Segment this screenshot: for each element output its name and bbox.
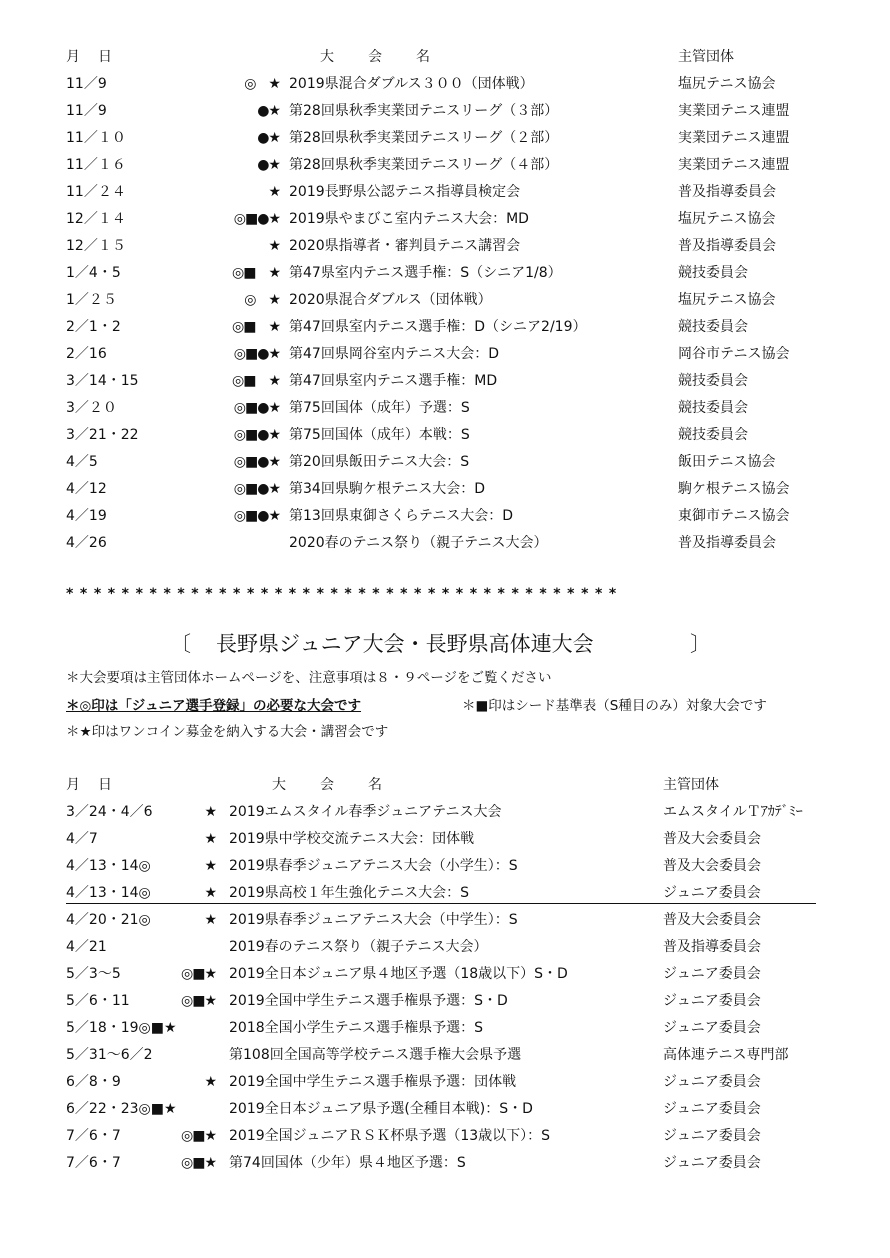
cell-mark: ◎■●★ [233,427,280,443]
table-row [0,1069,890,1095]
cell-mark: ◎■ ★ [232,319,280,335]
cell-org: 高体連テニス専門部 [663,1047,789,1063]
cell-org: ジュニア委員会 [663,1020,761,1036]
cell-org: 実業団テニス連盟 [678,130,790,146]
cell-date: 4／12 [66,481,107,497]
cell-date: 6／22・23◎■★ [66,1101,177,1117]
cell-org: 実業団テニス連盟 [678,157,790,173]
table-row [0,179,890,205]
cell-org: ジュニア委員会 [663,1074,761,1090]
note-junior-registration: ＊◎印は「ジュニア選手登録」の必要な大会です [66,698,362,714]
header-date: 月 日 [66,777,114,793]
cell-date: 5／31～6／2 [66,1047,153,1063]
cell-name: 2019全国ジュニアＲＳＫ杯県予選（13歳以下）：S [229,1128,551,1144]
cell-mark: ◎■ ★ [232,265,280,281]
cell-org: ジュニア委員会 [663,993,761,1009]
cell-name: 2019全日本ジュニア県予選(全種目本戦)：S・D [229,1101,533,1117]
cell-mark: ◎■★ [181,1128,216,1144]
cell-name: 2019県やまびこ室内テニス大会：MD [289,211,529,227]
cell-name: 2019全日本ジュニア県４地区予選（18歳以下）S・D [229,966,568,982]
cell-name: 第13回県東御さくらテニス大会：D [289,508,514,524]
cell-mark: ◎■★ [181,993,216,1009]
cell-date: 4／21 [66,939,107,955]
table-row [0,961,890,987]
cell-date: 5／18・19◎■★ [66,1020,177,1036]
cell-mark: ◎■●★ [233,481,280,497]
header-date: 月 日 [66,49,114,65]
cell-date: 11／9 [66,103,107,119]
cell-name: 第75回国体（成年）本戦：S [289,427,470,443]
cell-date: 4／13・14◎ [66,858,151,874]
table-row [0,233,890,259]
cell-date: 3／14・15 [66,373,139,389]
cell-mark: ◎ ★ [244,292,280,308]
section-divider: **************************************** [66,586,623,602]
table-row [0,422,890,448]
table-row [0,530,890,556]
cell-date: 3／２０ [66,400,117,416]
table-row [0,152,890,178]
cell-mark: ●★ [257,157,280,173]
table-row [0,71,890,97]
cell-org: 競技委員会 [678,400,748,416]
table-row [0,395,890,421]
cell-mark: ★ [204,858,216,874]
table-row [0,1150,890,1176]
header-org: 主管団体 [678,49,734,65]
table-row [0,260,890,286]
cell-date: 4／7 [66,831,98,847]
cell-mark: ★ [204,1074,216,1090]
cell-date: 11／１６ [66,157,126,173]
cell-org: ジュニア委員会 [663,1128,761,1144]
header-name: 大 会 名 [320,49,432,65]
cell-date: 4／19 [66,508,107,524]
cell-name: 2020県指導者・審判員テニス講習会 [289,238,521,254]
cell-org: 普及指導委員会 [678,238,776,254]
cell-org: ジュニア委員会 [663,885,761,901]
cell-date: 7／6・7 [66,1155,121,1171]
cell-mark: ◎ ★ [244,76,280,92]
cell-name: 2019県高校１年生強化テニス大会：S [229,885,469,901]
table-row [0,988,890,1014]
table-row [0,368,890,394]
cell-mark: ◎■●★ [233,211,280,227]
cell-date: 12／１４ [66,211,126,227]
table-row [0,314,890,340]
cell-date: 3／21・22 [66,427,139,443]
cell-date: 1／4・5 [66,265,121,281]
cell-date: 2／1・2 [66,319,121,335]
table-row [0,287,890,313]
cell-date: 2／16 [66,346,107,362]
cell-mark: ◎■★ [181,1155,216,1171]
table-row [0,206,890,232]
cell-date: 4／13・14◎ [66,885,151,901]
cell-mark: ★ [204,885,216,901]
cell-name: 第28回県秋季実業団テニスリーグ（４部） [289,157,559,173]
cell-name: 第75回国体（成年）予選：S [289,400,470,416]
cell-mark: ★ [204,831,216,847]
cell-org: 競技委員会 [678,373,748,389]
title-text: 長野県ジュニア大会・長野県高体連大会 [216,632,594,656]
cell-org: 岡谷市テニス協会 [678,346,790,362]
note-one-coin: ＊★印はワンコイン募金を納入する大会・講習会です [66,724,389,740]
table-row [0,1096,890,1122]
cell-mark: ★ [204,804,216,820]
cell-date: 11／１０ [66,130,126,146]
table1-header [0,44,890,70]
cell-org: 普及大会委員会 [663,912,761,928]
table-row [0,799,890,825]
table-row [0,98,890,124]
cell-name: 第28回県秋季実業団テニスリーグ（３部） [289,103,559,119]
cell-name: 2018全国小学生テニス選手権県予選：S [229,1020,483,1036]
cell-name: 2019エムスタイル春季ジュニアテニス大会 [229,804,502,820]
table-row [0,1042,890,1068]
cell-org: 普及指導委員会 [678,535,776,551]
cell-name: 2019全国中学生テニス選手権県予選：S・D [229,993,508,1009]
row-underline [66,903,816,904]
cell-name: 第20回県飯田テニス大会：S [289,454,470,470]
cell-mark: ◎■●★ [233,454,280,470]
cell-name: 第47回県室内テニス選手権：MD [289,373,498,389]
table-row [0,1123,890,1149]
table-row [0,476,890,502]
cell-name: 2019県中学校交流テニス大会：団体戦 [229,831,475,847]
title-bracket-close: 〕 [690,632,711,656]
title-bracket-open: 〔 [170,632,191,656]
cell-date: 12／１５ [66,238,126,254]
table-row [0,125,890,151]
cell-name: 第28回県秋季実業団テニスリーグ（２部） [289,130,559,146]
cell-org: 塩尻テニス協会 [678,211,776,227]
cell-org: 普及指導委員会 [663,939,761,955]
cell-date: 4／5 [66,454,98,470]
cell-org: 飯田テニス協会 [678,454,776,470]
cell-mark: ◎■●★ [233,400,280,416]
header-name: 大 会 名 [272,777,384,793]
cell-name: 2019長野県公認テニス指導員検定会 [289,184,521,200]
cell-org: 東御市テニス協会 [678,508,790,524]
note-seed-table: ＊■印はシード基準表（S種目のみ）対象大会です [462,698,767,714]
cell-org: エムスタイルＴｱｶﾃﾞﾐｰ [663,804,803,820]
cell-org: 駒ケ根テニス協会 [678,481,790,497]
cell-name: 第74回国体（少年）県４地区予選：S [229,1155,466,1171]
cell-date: 7／6・7 [66,1128,121,1144]
cell-date: 1／２５ [66,292,117,308]
table-row [0,907,890,933]
table-row [0,826,890,852]
cell-date: 3／24・4／6 [66,804,153,820]
cell-org: 競技委員会 [678,319,748,335]
cell-org: 塩尻テニス協会 [678,76,776,92]
cell-mark: ●★ [257,130,280,146]
cell-mark: ●★ [257,103,280,119]
cell-date: 11／２４ [66,184,126,200]
cell-org: ジュニア委員会 [663,1155,761,1171]
table2-header [0,772,890,798]
cell-date: 4／20・21◎ [66,912,151,928]
cell-org: 普及大会委員会 [663,831,761,847]
cell-org: 競技委員会 [678,427,748,443]
cell-name: 2019全国中学生テニス選手権県予選：団体戦 [229,1074,517,1090]
cell-mark: ◎■★ [181,966,216,982]
cell-org: 塩尻テニス協会 [678,292,776,308]
cell-date: 6／8・9 [66,1074,121,1090]
cell-org: 普及指導委員会 [678,184,776,200]
cell-date: 5／3～5 [66,966,121,982]
cell-name: 第47県室内テニス選手権：S（シニア1/8） [289,265,562,281]
cell-org: ジュニア委員会 [663,966,761,982]
cell-name: 2019県春季ジュニアテニス大会（中学生）：S [229,912,518,928]
cell-name: 2020県混合ダブルス（団体戦） [289,292,492,308]
cell-name: 2020春のテニス祭り（親子テニス大会） [289,535,548,551]
header-org: 主管団体 [663,777,719,793]
cell-mark: ◎■ ★ [232,373,280,389]
cell-name: 2019春のテニス祭り（親子テニス大会） [229,939,488,955]
table-row [0,341,890,367]
note-guidelines: ＊大会要項は主管団体ホームページを、注意事項は８・９ページをご覧ください [66,670,552,686]
table-row [0,853,890,879]
cell-name: 第47回県室内テニス選手権：D（シニア2/19） [289,319,587,335]
cell-date: 5／6・11 [66,993,130,1009]
cell-org: 普及大会委員会 [663,858,761,874]
cell-name: 2019県混合ダブルス３００（団体戦） [289,76,534,92]
cell-mark: ★ [204,912,216,928]
cell-name: 第47回県岡谷室内テニス大会：D [289,346,500,362]
cell-name: 第108回全国高等学校テニス選手権大会県予選 [229,1047,522,1063]
table-row [0,449,890,475]
cell-mark: ★ [268,238,280,254]
cell-name: 2019県春季ジュニアテニス大会（小学生）：S [229,858,518,874]
cell-org: 実業団テニス連盟 [678,103,790,119]
cell-mark: ◎■●★ [233,508,280,524]
table-row [0,503,890,529]
table-row [0,934,890,960]
cell-mark: ★ [268,184,280,200]
table-row [0,1015,890,1041]
cell-org: ジュニア委員会 [663,1101,761,1117]
cell-date: 11／9 [66,76,107,92]
cell-mark: ◎■●★ [233,346,280,362]
cell-date: 4／26 [66,535,107,551]
cell-org: 競技委員会 [678,265,748,281]
cell-name: 第34回県駒ケ根テニス大会：D [289,481,486,497]
